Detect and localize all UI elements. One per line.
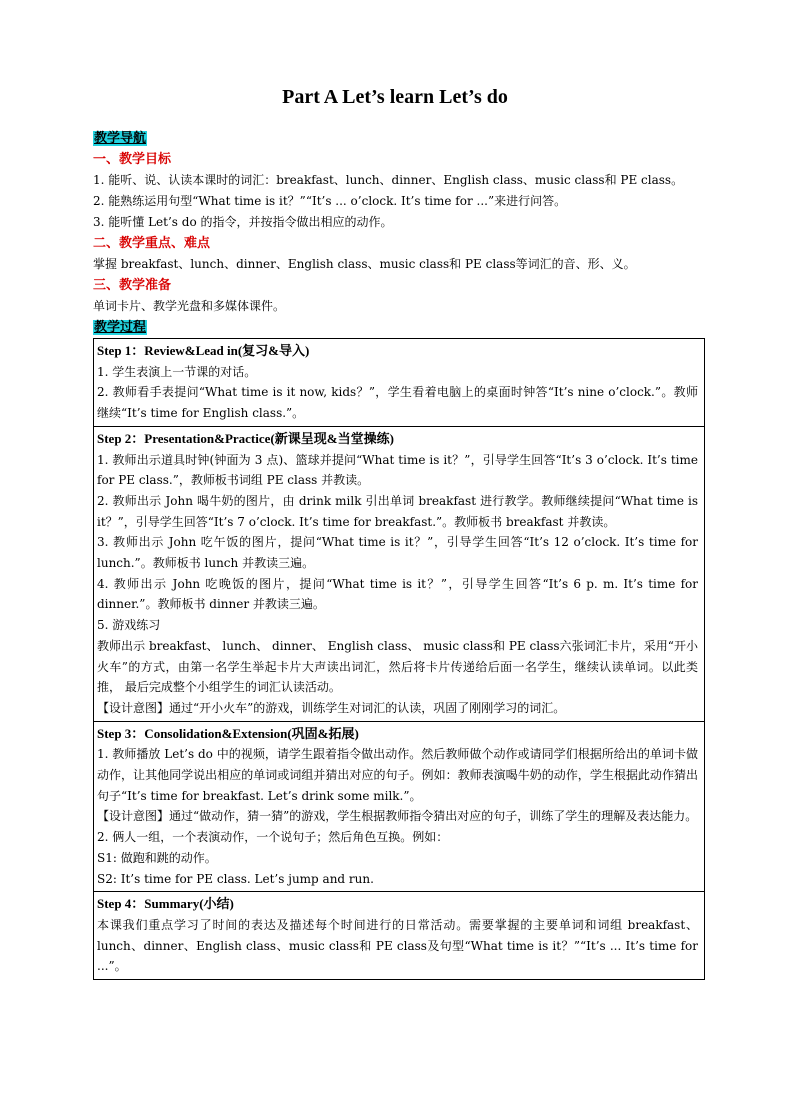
step-row: [94, 721, 705, 892]
step-paragraph: 1. 教师出示道具时钟(钟面为 3 点)、篮球并提问“What time is it？”，引导学生回答“It’s 3 o’clock. It’s time for PE class.”，教师板书词组 PE class 并教读。: [97, 452, 698, 488]
key-points-heading: 二、教学重点、难点: [93, 236, 211, 251]
preparation-text: 单词卡片、教学光盘和多媒体课件。: [93, 299, 286, 313]
step-paragraph: 【设计意图】通过“做动作，猜一猜”的游戏，学生根据教师指令猜出对应的句子，训练了学生的理解及表达能力。: [97, 809, 698, 824]
step-paragraph: 3. 教师出示 John 吃午饭的图片，提问“What time is it？”，引导学生回答“It’s 12 o’clock. It’s time for lunch.”。教师板书 lunch 并教读三遍。: [97, 535, 698, 571]
step-row: [94, 426, 705, 721]
step-paragraph: 2. 俩人一组，一个表演动作，一个说句子；然后角色互换。例如：: [97, 830, 449, 845]
page-title: Part A Let’s learn Let’s do: [282, 86, 508, 108]
step-row: [94, 892, 705, 980]
step-cell: [94, 721, 705, 892]
objective-item: 3. 能听懂 Let’s do 的指令，并按指令做出相应的动作。: [93, 215, 393, 229]
step-paragraph: 【设计意图】通过“开小火车”的游戏，训练学生对词汇的认读，巩固了刚刚学习的词汇。: [97, 700, 566, 715]
key-points-text: 掌握 breakfast、lunch、dinner、English class、music class和 PE class等词汇的音、形、义。: [93, 257, 636, 271]
step-paragraph: 1. 学生表演上一节课的对话。: [97, 364, 257, 379]
step-title: Step 3：Consolidation&Extension(巩固&拓展): [97, 725, 359, 741]
step-paragraph: 4. 教师出示 John 吃晚饭的图片，提问“What time is it？”，引导学生回答“It’s 6 p. m. It’s time for dinner.”。教师板书 dinner 并教读三遍。: [97, 576, 698, 612]
preparation-heading: 三、教学准备: [93, 278, 172, 293]
step-paragraph: 1. 教师播放 Let’s do 中的视频，请学生跟着指令做出动作。然后教师做个动作或请同学们根据所给出的单词卡做动作，让其他同学说出相应的单词或词组并猜出对应的句子。例如：教师表演喝牛奶的动作，学生根据此动作猜出句子“It’s time for breakfast. Let’s drink some milk.”。: [97, 747, 698, 803]
lesson-content: [93, 128, 705, 980]
step-cell: [94, 339, 705, 427]
step-cell: [94, 426, 705, 721]
step-paragraph: 5. 游戏练习: [97, 618, 161, 633]
step-paragraph: 2. 教师看手表提问“What time is it now, kids？”，学生看着电脑上的桌面时钟答“It’s nine o’clock.”。教师继续“It’s time for English class.”。: [97, 385, 698, 421]
objective-item: 2. 能熟练运用句型“What time is it？”“It’s ... o’clock. It’s time for ...”来进行问答。: [93, 194, 567, 208]
step-paragraph: 本课我们重点学习了时间的表达及描述每个时间进行的日常活动。需要掌握的主要单词和词组 breakfast、lunch、dinner、English class、music class和 PE class及句型“What time is it？”“It’s ... It’s time for ...”。: [97, 917, 698, 974]
step-paragraph: 2. 教师出示 John 喝牛奶的图片，由 drink milk 引出单词 breakfast 进行教学。教师继续提问“What time is it？”，引导学生回答“It’s 7 o’clock. It’s time for breakfast.”。教师板书 breakfast 并教读。: [97, 493, 698, 529]
process-heading: 教学过程: [94, 320, 147, 335]
step-title: Step 2：Presentation&Practice(新课呈现&当堂操练): [97, 430, 394, 446]
step-row: [94, 339, 705, 427]
step-paragraph: 教师出示 breakfast、 lunch、 dinner、 English class、 music class和 PE class六张词汇卡片，采用“开小火车”的方式，由第一名学生举起卡片大声读出词汇，然后将卡片传递给后面一名学生，继续认读单词。以此类推， 最后完成整个小组学生的词汇认读活动。: [97, 638, 698, 695]
objectives-heading: 一、教学目标: [93, 152, 172, 167]
nav-heading: 教学导航: [94, 131, 147, 146]
step-paragraph: S1: 做跑和跳的动作。: [97, 850, 217, 865]
step-cell: [94, 892, 705, 980]
process-table: [93, 338, 705, 980]
step-title: Step 4：Summary(小结): [97, 896, 234, 912]
objective-item: 1. 能听、说、认读本课时的词汇：breakfast、lunch、dinner、English class、music class和 PE class。: [93, 173, 684, 187]
step-paragraph: S2: It’s time for PE class. Let’s jump and run.: [97, 871, 374, 886]
step-title: Step 1：Review&Lead in(复习&导入): [97, 343, 310, 358]
